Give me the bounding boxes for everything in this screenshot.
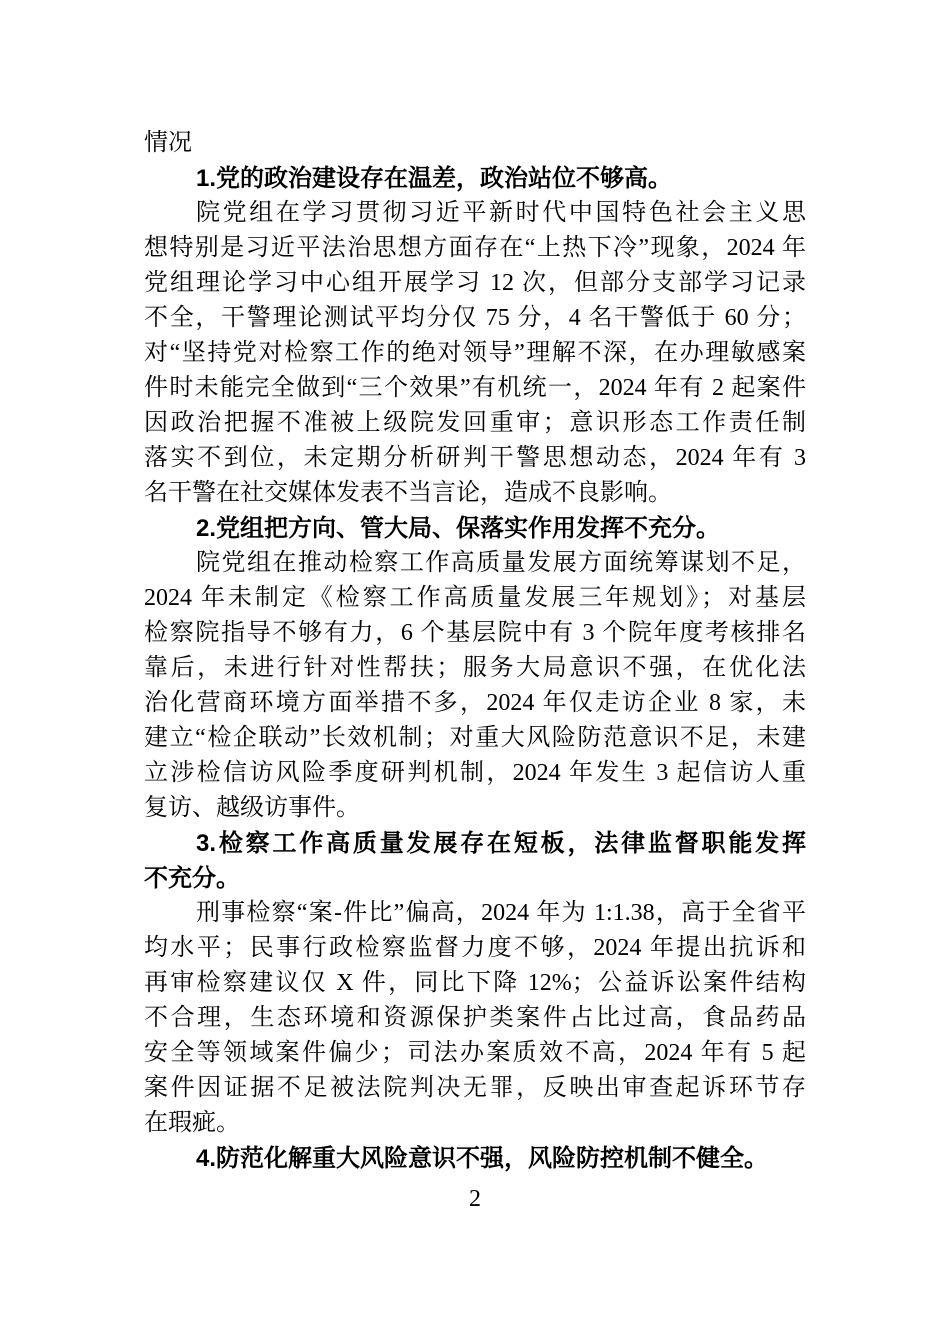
text-line: 安全等领域案件偏少；司法办案质效不高，2024 年有 5 起 <box>144 1040 806 1066</box>
paragraph <box>144 126 806 161</box>
heading-line: 4.防范化解重大风险意识不强，风险防控机制不健全。 <box>196 1145 769 1172</box>
text-line: 立涉检信访风险季度研判机制，2024 年发生 3 起信访人重 <box>144 760 806 786</box>
text-line: 院党组在学习贯彻习近平新时代中国特色社会主义思 <box>196 200 806 226</box>
text-line: 在瑕疵。 <box>144 1110 240 1136</box>
text-line: 名干警在社交媒体发表不当言论，造成不良影响。 <box>144 480 672 506</box>
section-heading <box>144 161 806 196</box>
text-line: 对“坚持党对检察工作的绝对领导”理解不深，在办理敏感案 <box>144 340 806 366</box>
text-line: 再审检察建议仅 X 件，同比下降 12%；公益诉讼案件结构 <box>144 970 806 996</box>
text-line: 因政治把握不准被上级院发回重审；意识形态工作责任制 <box>144 410 806 436</box>
text-line: 建立“检企联动”长效机制；对重大风险防范意识不足，未建 <box>144 725 806 751</box>
text-line: 2024 年未制定《检察工作高质量发展三年规划》；对基层 <box>144 585 806 611</box>
text-line: 情况 <box>144 130 192 156</box>
heading-line: 3.检察工作高质量发展存在短板，法律监督职能发挥 <box>196 830 806 857</box>
section-heading <box>144 1141 806 1176</box>
text-line: 治化营商环境方面举措不多，2024 年仅走访企业 8 家，未 <box>144 690 806 716</box>
text-line: 院党组在推动检察工作高质量发展方面统筹谋划不足， <box>196 550 806 576</box>
text-line: 均水平；民事行政检察监督力度不够，2024 年提出抗诉和 <box>144 935 806 961</box>
text-line: 不全，干警理论测试平均分仅 75 分，4 名干警低于 60 分； <box>144 305 806 331</box>
paragraph <box>144 896 806 1141</box>
text-line: 靠后，未进行针对性帮扶；服务大局意识不强，在优化法 <box>144 655 806 681</box>
paragraph <box>144 196 806 511</box>
paragraph <box>144 546 806 826</box>
text-line: 落实不到位，未定期分析研判干警思想动态，2024 年有 3 <box>144 445 806 471</box>
heading-line: 2.党组把方向、管大局、保落实作用发挥不充分。 <box>196 515 721 542</box>
page-number: 2 <box>469 1186 481 1212</box>
text-line: 想特别是习近平法治思想方面存在“上热下冷”现象，2024 年 <box>144 235 806 261</box>
section-heading <box>144 826 806 896</box>
text-line: 复访、越级访事件。 <box>144 795 360 821</box>
text-line: 案件因证据不足被法院判决无罪，反映出审查起诉环节存 <box>144 1075 806 1101</box>
text-line: 刑事检察“案-件比”偏高，2024 年为 1:1.38，高于全省平 <box>196 900 806 926</box>
heading-line: 1.党的政治建设存在温差，政治站位不够高。 <box>196 165 673 192</box>
text-line: 党组理论学习中心组开展学习 12 次，但部分支部学习记录 <box>144 270 806 296</box>
heading-line: 不充分。 <box>144 865 240 892</box>
text-line: 不合理，生态环境和资源保护类案件占比过高，食品药品 <box>144 1005 806 1031</box>
document-body <box>144 126 806 1176</box>
text-line: 检察院指导不够有力，6 个基层院中有 3 个院年度考核排名 <box>144 620 806 646</box>
text-line: 件时未能完全做到“三个效果”有机统一，2024 年有 2 起案件 <box>144 375 806 401</box>
section-heading <box>144 511 806 546</box>
